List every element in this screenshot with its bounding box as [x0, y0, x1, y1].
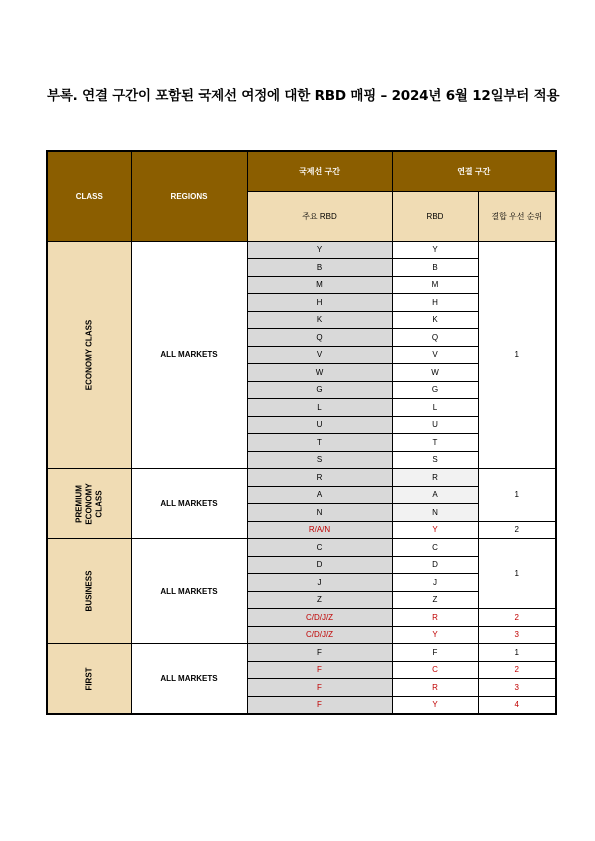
class-line: PREMIUM: [74, 484, 84, 523]
header-regions: REGIONS: [131, 151, 247, 241]
main-rbd-cell: V: [247, 346, 392, 364]
main-rbd-cell: T: [247, 434, 392, 452]
header-priority: 결합 우선 순위: [478, 191, 556, 241]
class-first-label: FIRST: [84, 666, 94, 691]
rbd-cell: K: [392, 311, 478, 329]
main-rbd-cell: H: [247, 294, 392, 312]
rbd-cell: R: [392, 609, 478, 627]
main-rbd-cell: K: [247, 311, 392, 329]
class-line: ECONOMY: [84, 482, 94, 525]
rbd-cell: Y: [392, 626, 478, 644]
priority-cell: 1: [478, 644, 556, 662]
rbd-cell: V: [392, 346, 478, 364]
priority-cell: 3: [478, 679, 556, 697]
main-rbd-cell: F: [247, 696, 392, 714]
rbd-cell: C: [392, 661, 478, 679]
rbd-cell: F: [392, 644, 478, 662]
main-rbd-cell: D: [247, 556, 392, 574]
rbd-cell: G: [392, 381, 478, 399]
main-rbd-cell: F: [247, 679, 392, 697]
main-rbd-cell: Z: [247, 591, 392, 609]
rbd-cell: U: [392, 416, 478, 434]
rbd-cell: T: [392, 434, 478, 452]
class-economy: [47, 241, 131, 469]
main-rbd-cell: S: [247, 451, 392, 469]
main-rbd-cell: N: [247, 504, 392, 522]
main-rbd-cell: L: [247, 399, 392, 417]
region-economy: ALL MARKETS: [131, 241, 247, 469]
main-rbd-cell: U: [247, 416, 392, 434]
class-premium-economy: [47, 469, 131, 539]
rbd-cell: A: [392, 486, 478, 504]
rbd-cell: R: [392, 679, 478, 697]
header-intl-segment: 국제선 구간: [247, 151, 392, 191]
main-rbd-cell: C/D/J/Z: [247, 609, 392, 627]
main-rbd-cell: F: [247, 644, 392, 662]
class-business: [47, 539, 131, 644]
main-rbd-cell: F: [247, 661, 392, 679]
main-rbd-cell: G: [247, 381, 392, 399]
priority-cell: 1: [478, 469, 556, 522]
header-main-rbd: 주요 RBD: [247, 191, 392, 241]
rbd-cell: Y: [392, 696, 478, 714]
priority-cell: 4: [478, 696, 556, 714]
rbd-cell: H: [392, 294, 478, 312]
header-rbd: RBD: [392, 191, 478, 241]
main-rbd-cell: A: [247, 486, 392, 504]
rbd-cell: Y: [392, 241, 478, 259]
class-line: CLASS: [94, 489, 104, 518]
rbd-cell: Q: [392, 329, 478, 347]
main-rbd-cell: B: [247, 259, 392, 277]
priority-cell: 1: [478, 539, 556, 609]
main-rbd-cell: C/D/J/Z: [247, 626, 392, 644]
header-connect-segment: 연결 구간: [392, 151, 556, 191]
rbd-cell: C: [392, 539, 478, 557]
rbd-cell: D: [392, 556, 478, 574]
header-class: CLASS: [47, 151, 131, 241]
main-rbd-cell: R/A/N: [247, 521, 392, 539]
main-rbd-cell: Q: [247, 329, 392, 347]
rbd-cell: R: [392, 469, 478, 487]
class-premium-economy-label: [74, 483, 104, 524]
priority-cell: 1: [478, 241, 556, 469]
class-business-label: BUSINESS: [84, 570, 94, 612]
rbd-mapping-table: [46, 150, 557, 715]
main-rbd-cell: R: [247, 469, 392, 487]
rbd-cell: J: [392, 574, 478, 592]
page-title: 부록. 연결 구간이 포함된 국제선 여정에 대한 RBD 매핑 – 2024년 6월 12일부터 적용: [47, 88, 560, 104]
main-rbd-cell: M: [247, 276, 392, 294]
region-business: ALL MARKETS: [131, 539, 247, 644]
main-rbd-cell: J: [247, 574, 392, 592]
rbd-cell: L: [392, 399, 478, 417]
region-premium-economy: ALL MARKETS: [131, 469, 247, 539]
rbd-cell: Y: [392, 521, 478, 539]
class-first: [47, 644, 131, 715]
priority-cell: 3: [478, 626, 556, 644]
rbd-cell: W: [392, 364, 478, 382]
rbd-cell: N: [392, 504, 478, 522]
main-rbd-cell: C: [247, 539, 392, 557]
priority-cell: 2: [478, 609, 556, 627]
rbd-cell: B: [392, 259, 478, 277]
rbd-cell: M: [392, 276, 478, 294]
priority-cell: 2: [478, 661, 556, 679]
main-rbd-cell: Y: [247, 241, 392, 259]
rbd-cell: S: [392, 451, 478, 469]
rbd-cell: Z: [392, 591, 478, 609]
region-first: ALL MARKETS: [131, 644, 247, 715]
priority-cell: 2: [478, 521, 556, 539]
class-economy-label: ECONOMY CLASS: [84, 319, 94, 391]
main-rbd-cell: W: [247, 364, 392, 382]
